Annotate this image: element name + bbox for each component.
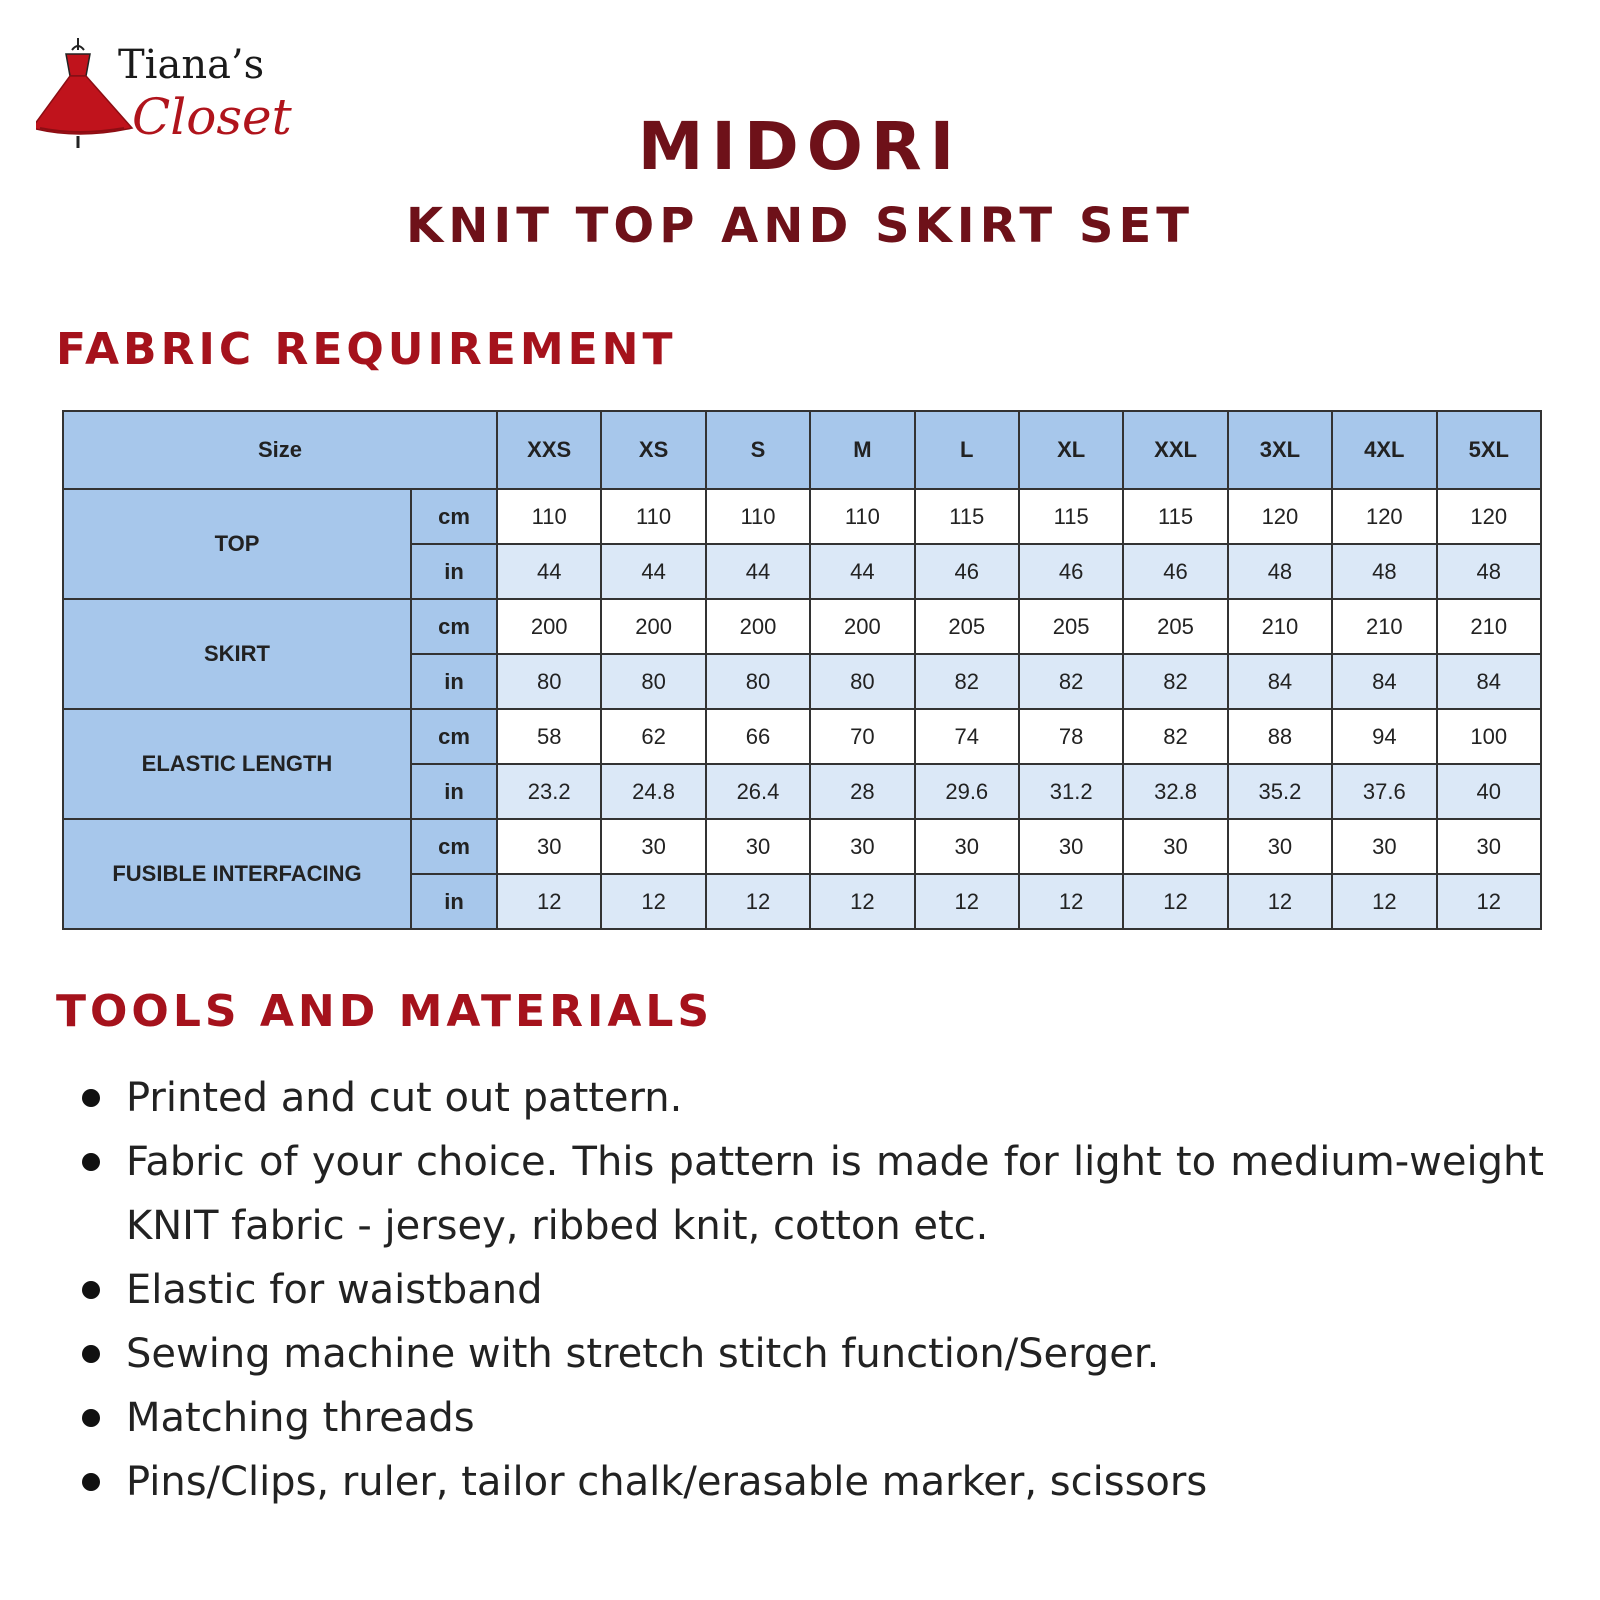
size-column-header: XXL xyxy=(1123,411,1227,489)
table-cell: 80 xyxy=(810,654,914,709)
list-item xyxy=(82,1450,1544,1514)
table-cell: 58 xyxy=(497,709,601,764)
table-cell: 62 xyxy=(601,709,705,764)
table-cell: 12 xyxy=(1228,874,1332,929)
table-cell: 82 xyxy=(1019,654,1123,709)
row-label: TOP xyxy=(63,489,411,599)
table-cell: 82 xyxy=(1123,709,1227,764)
table-cell: 115 xyxy=(1019,489,1123,544)
table-cell: 74 xyxy=(915,709,1019,764)
row-label: SKIRT xyxy=(63,599,411,709)
table-cell: 115 xyxy=(915,489,1019,544)
bullet-icon xyxy=(82,1345,100,1363)
table-cell: 30 xyxy=(1123,819,1227,874)
unit-label: in xyxy=(411,874,497,929)
table-cell: 12 xyxy=(601,874,705,929)
table-cell: 44 xyxy=(601,544,705,599)
table-cell: 115 xyxy=(1123,489,1227,544)
table-cell: 26.4 xyxy=(706,764,810,819)
table-cell: 205 xyxy=(1123,599,1227,654)
table-cell: 80 xyxy=(497,654,601,709)
table-cell: 82 xyxy=(915,654,1019,709)
unit-label: in xyxy=(411,764,497,819)
table-cell: 80 xyxy=(706,654,810,709)
size-column-header: 4XL xyxy=(1332,411,1436,489)
bullet-icon xyxy=(82,1089,100,1107)
table-cell: 23.2 xyxy=(497,764,601,819)
bullet-icon xyxy=(82,1281,100,1299)
tools-materials-heading: TOOLS AND MATERIALS xyxy=(56,986,714,1037)
table-row xyxy=(63,819,1541,874)
table-cell: 37.6 xyxy=(1332,764,1436,819)
table-cell: 30 xyxy=(1437,819,1541,874)
table-cell: 82 xyxy=(1123,654,1227,709)
list-item xyxy=(82,1322,1544,1386)
table-cell: 12 xyxy=(706,874,810,929)
table-cell: 12 xyxy=(915,874,1019,929)
table-cell: 205 xyxy=(1019,599,1123,654)
table-cell: 84 xyxy=(1228,654,1332,709)
table-cell: 84 xyxy=(1332,654,1436,709)
list-item xyxy=(82,1386,1544,1450)
table-cell: 30 xyxy=(915,819,1019,874)
page-title: MIDORI xyxy=(637,108,963,185)
list-item-text: Fabric of your choice. This pattern is made for light to medium-weight KNIT fabric - jersey, ribbed knit, cotton etc. xyxy=(126,1139,1544,1249)
table-cell: 210 xyxy=(1437,599,1541,654)
table-cell: 29.6 xyxy=(915,764,1019,819)
page-subtitle: KNIT TOP AND SKIRT SET xyxy=(406,198,1194,254)
unit-label: cm xyxy=(411,819,497,874)
table-row xyxy=(63,489,1541,544)
unit-label: in xyxy=(411,544,497,599)
table-cell: 28 xyxy=(810,764,914,819)
table-cell: 30 xyxy=(810,819,914,874)
table-cell: 48 xyxy=(1228,544,1332,599)
unit-label: cm xyxy=(411,599,497,654)
list-item-text: Pins/Clips, ruler, tailor chalk/erasable marker, scissors xyxy=(126,1459,1208,1505)
list-item-text: Elastic for waistband xyxy=(126,1267,543,1313)
table-cell: 210 xyxy=(1332,599,1436,654)
table-cell: 48 xyxy=(1332,544,1436,599)
table-cell: 120 xyxy=(1437,489,1541,544)
size-column-header: XXS xyxy=(497,411,601,489)
table-cell: 46 xyxy=(1019,544,1123,599)
table-cell: 30 xyxy=(497,819,601,874)
table-cell: 84 xyxy=(1437,654,1541,709)
table-cell: 78 xyxy=(1019,709,1123,764)
table-cell: 12 xyxy=(810,874,914,929)
table-cell: 200 xyxy=(497,599,601,654)
table-cell: 44 xyxy=(497,544,601,599)
brand-name-line2: Closet xyxy=(132,88,292,146)
table-cell: 200 xyxy=(706,599,810,654)
table-row xyxy=(63,599,1541,654)
size-column-header: S xyxy=(706,411,810,489)
list-item xyxy=(82,1066,1544,1130)
table-cell: 110 xyxy=(810,489,914,544)
table-cell: 88 xyxy=(1228,709,1332,764)
table-cell: 94 xyxy=(1332,709,1436,764)
brand-name-line1: Tiana’s xyxy=(118,42,265,88)
table-cell: 120 xyxy=(1332,489,1436,544)
table-cell: 44 xyxy=(706,544,810,599)
table-cell: 30 xyxy=(1332,819,1436,874)
table-cell: 12 xyxy=(1123,874,1227,929)
list-item-text: Printed and cut out pattern. xyxy=(126,1075,683,1121)
size-column-header: L xyxy=(915,411,1019,489)
bullet-icon xyxy=(82,1409,100,1427)
table-cell: 110 xyxy=(706,489,810,544)
table-cell: 44 xyxy=(810,544,914,599)
table-cell: 200 xyxy=(601,599,705,654)
list-item xyxy=(82,1130,1544,1258)
row-label: FUSIBLE INTERFACING xyxy=(63,819,411,929)
list-item-text: Sewing machine with stretch stitch function/Serger. xyxy=(126,1331,1160,1377)
table-cell: 32.8 xyxy=(1123,764,1227,819)
table-cell: 120 xyxy=(1228,489,1332,544)
table-cell: 24.8 xyxy=(601,764,705,819)
size-column-header: 5XL xyxy=(1437,411,1541,489)
table-cell: 48 xyxy=(1437,544,1541,599)
table-cell: 40 xyxy=(1437,764,1541,819)
table-cell: 30 xyxy=(706,819,810,874)
table-cell: 110 xyxy=(601,489,705,544)
size-column-header: XS xyxy=(601,411,705,489)
size-column-header: XL xyxy=(1019,411,1123,489)
table-cell: 35.2 xyxy=(1228,764,1332,819)
table-cell: 200 xyxy=(810,599,914,654)
table-cell: 31.2 xyxy=(1019,764,1123,819)
table-cell: 70 xyxy=(810,709,914,764)
table-cell: 12 xyxy=(1332,874,1436,929)
table-row xyxy=(63,709,1541,764)
table-cell: 110 xyxy=(497,489,601,544)
table-cell: 46 xyxy=(915,544,1019,599)
unit-label: cm xyxy=(411,489,497,544)
fabric-requirement-heading: FABRIC REQUIREMENT xyxy=(56,324,677,375)
tools-materials-list xyxy=(82,1066,1544,1514)
table-cell: 30 xyxy=(1228,819,1332,874)
size-column-header: M xyxy=(810,411,914,489)
table-cell: 100 xyxy=(1437,709,1541,764)
table-cell: 46 xyxy=(1123,544,1227,599)
size-header: Size xyxy=(63,411,497,489)
table-cell: 66 xyxy=(706,709,810,764)
row-label: ELASTIC LENGTH xyxy=(63,709,411,819)
table-cell: 12 xyxy=(497,874,601,929)
unit-label: in xyxy=(411,654,497,709)
table-cell: 12 xyxy=(1019,874,1123,929)
table-cell: 12 xyxy=(1437,874,1541,929)
table-cell: 80 xyxy=(601,654,705,709)
bullet-icon xyxy=(82,1153,100,1171)
unit-label: cm xyxy=(411,709,497,764)
table-cell: 205 xyxy=(915,599,1019,654)
fabric-requirement-table xyxy=(62,410,1542,930)
table-cell: 30 xyxy=(601,819,705,874)
bullet-icon xyxy=(82,1473,100,1491)
size-column-header: 3XL xyxy=(1228,411,1332,489)
table-cell: 210 xyxy=(1228,599,1332,654)
table-cell: 30 xyxy=(1019,819,1123,874)
list-item xyxy=(82,1258,1544,1322)
list-item-text: Matching threads xyxy=(126,1395,475,1441)
